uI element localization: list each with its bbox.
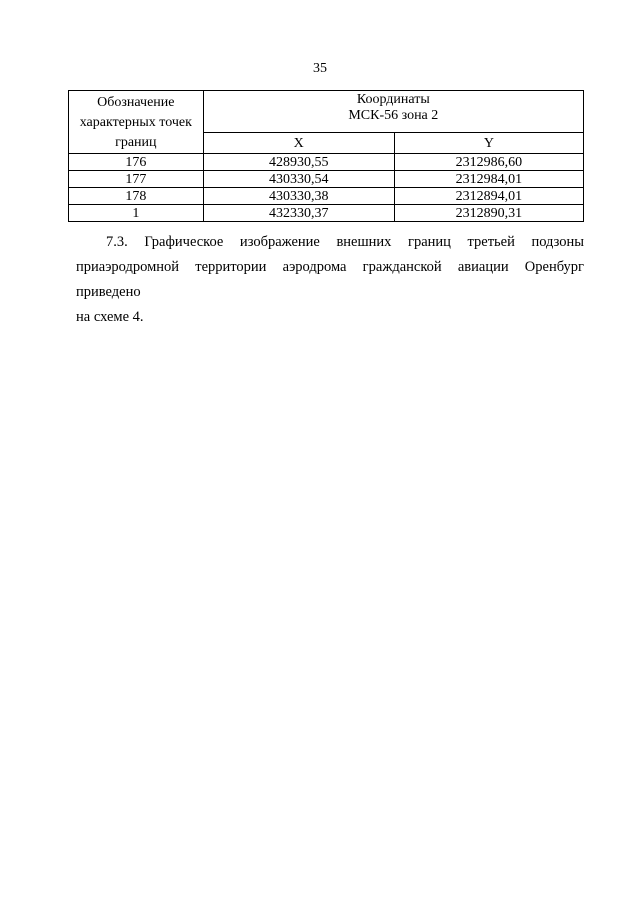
header-point-label <box>69 91 204 154</box>
section-paragraph <box>76 230 584 330</box>
table-row <box>69 188 584 205</box>
paragraph-line-1: 7.3. Графическое изображение внешних границ третьей подзоны <box>106 234 584 250</box>
coordinates-table <box>68 90 584 222</box>
header-point-label-line3: границ <box>115 135 157 150</box>
table-row <box>69 205 584 222</box>
paragraph-line-3: на схеме 4. <box>76 309 144 325</box>
page-number: 35 <box>313 61 327 76</box>
cell-y: 2312986,60 <box>394 154 583 171</box>
header-coordinates <box>203 91 583 133</box>
header-coordinates-line2: МСК-56 зона 2 <box>348 108 439 123</box>
cell-y: 2312890,31 <box>394 205 583 222</box>
header-point-label-line1: Обозначение <box>97 95 175 110</box>
cell-x: 430330,54 <box>203 171 394 188</box>
table-row <box>69 171 584 188</box>
cell-x: 430330,38 <box>203 188 394 205</box>
cell-x: 432330,37 <box>203 205 394 222</box>
paragraph-line-2: приаэродромной территории аэродрома гражданской авиации Оренбург приведено <box>76 259 584 300</box>
header-x: X <box>203 133 394 154</box>
header-point-label-line2: характерных точек <box>79 115 192 130</box>
cell-point: 1 <box>69 205 204 222</box>
cell-y: 2312894,01 <box>394 188 583 205</box>
header-coordinates-line1: Координаты <box>356 92 430 107</box>
cell-x: 428930,55 <box>203 154 394 171</box>
header-y: Y <box>394 133 583 154</box>
cell-point: 176 <box>69 154 204 171</box>
cell-point: 178 <box>69 188 204 205</box>
cell-point: 177 <box>69 171 204 188</box>
cell-y: 2312984,01 <box>394 171 583 188</box>
table-row <box>69 154 584 171</box>
table-header-row <box>69 91 584 133</box>
